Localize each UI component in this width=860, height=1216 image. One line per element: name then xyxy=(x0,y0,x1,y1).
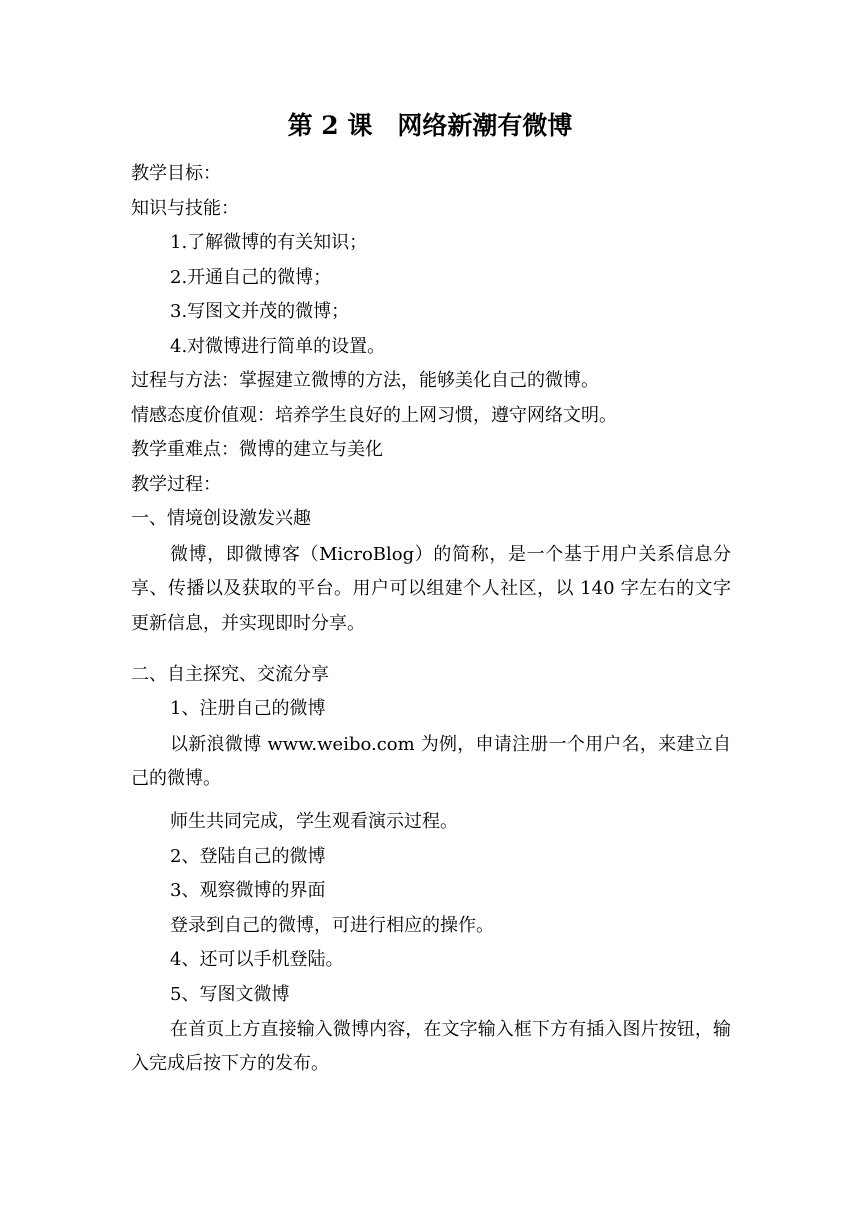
step1-heading: 1、注册自己的微博 xyxy=(170,698,326,719)
step3-note: 登录到自己的微博，可进行相应的操作。 xyxy=(170,915,494,936)
knowledge-item: 1.了解微博的有关知识； xyxy=(170,232,368,253)
section1-heading: 一、情境创设激发兴趣 xyxy=(131,508,311,529)
section1-paragraph: 微博，即微博客（MicroBlog）的简称，是一个基于用户关系信息分享、传播以及获取的平台。用户可以组建个人社区，以 140 字左右的文字更新信息，并实现即时分享。 xyxy=(131,544,731,634)
knowledge-item: 4.对微博进行简单的设置。 xyxy=(170,336,386,357)
step1-paragraph: 以新浪微博 www.weibo.com 为例，申请注册一个用户名，来建立自己的微博。 xyxy=(131,734,731,790)
section2-heading: 二、自主探究、交流分享 xyxy=(131,664,329,685)
step2-heading: 2、登陆自己的微博 xyxy=(170,846,326,867)
knowledge-item: 3.写图文并茂的微博； xyxy=(170,301,350,322)
knowledge-item: 2.开通自己的微博； xyxy=(170,267,332,288)
step5-paragraph: 在首页上方直接输入微博内容，在文字输入框下方有插入图片按钮，输入完成后按下方的发布。 xyxy=(131,1019,731,1075)
objectives-heading: 教学目标： xyxy=(131,163,221,184)
step5-heading: 5、写图文微博 xyxy=(170,984,290,1005)
step4-heading: 4、还可以手机登陆。 xyxy=(170,949,344,970)
knowledge-skills-heading: 知识与技能： xyxy=(131,198,239,219)
step1-note: 师生共同完成，学生观看演示过程。 xyxy=(170,811,458,832)
attitude-values: 情感态度价值观：培养学生良好的上网习惯，遵守网络文明。 xyxy=(131,405,617,426)
key-difficulty: 教学重难点：微博的建立与美化 xyxy=(131,439,383,460)
lesson-title: 第 2 课 网络新潮有微博 xyxy=(287,111,573,140)
step3-heading: 3、观察微博的界面 xyxy=(170,880,326,901)
process-heading: 教学过程： xyxy=(131,474,221,495)
process-methods: 过程与方法：掌握建立微博的方法，能够美化自己的微博。 xyxy=(131,370,599,391)
